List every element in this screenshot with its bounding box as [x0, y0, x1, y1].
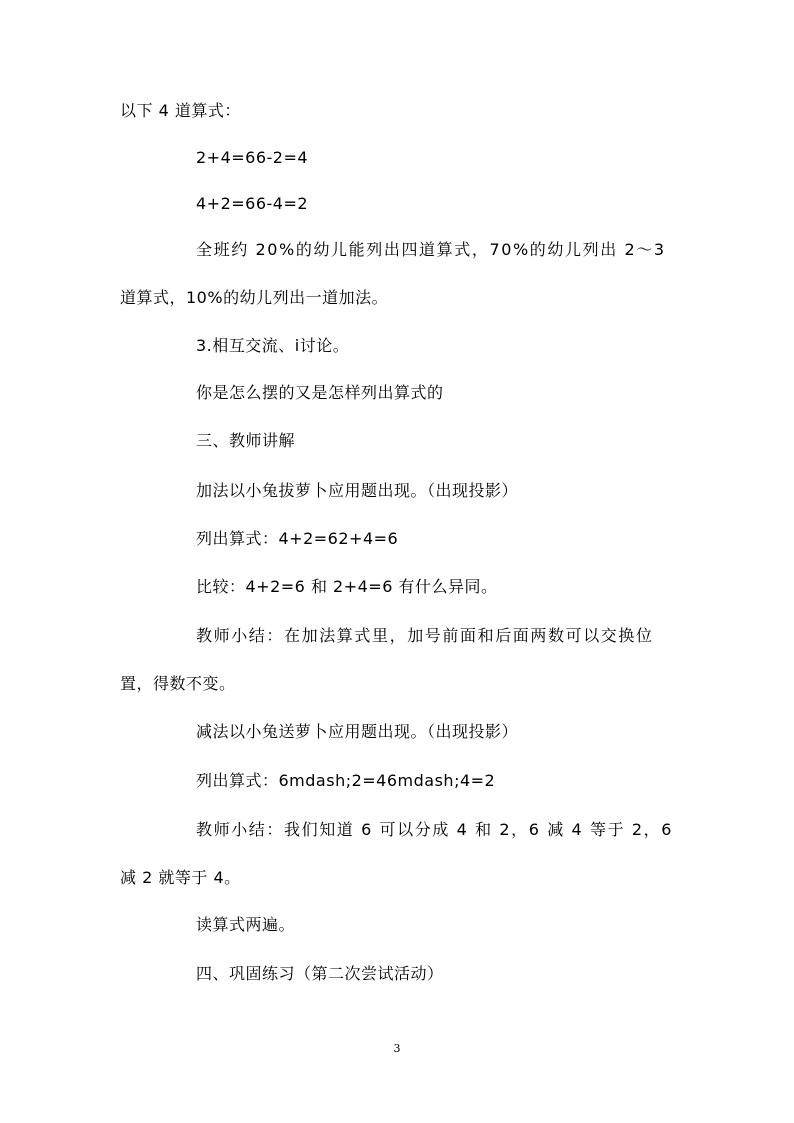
equation-line-1: 2+4=66-2=4	[196, 148, 309, 167]
section-heading-teacher-explanation: 三、教师讲解	[196, 431, 296, 450]
discussion-question: 你是怎么摆的又是怎样列出算式的	[196, 383, 444, 402]
subtraction-equations: 列出算式：6mdash;2=46mdash;4=2	[196, 771, 496, 790]
section-heading-practice: 四、巩固练习（第二次尝试活动）	[196, 964, 444, 983]
paragraph-stats-line-2: 道算式，10%的幼儿列出一道加法。	[120, 288, 389, 307]
comparison-line: 比较：4+2=6 和 2+4=6 有什么异同。	[196, 577, 498, 596]
addition-summary-line-1: 教师小结：在加法算式里，加号前面和后面两数可以交换位	[196, 626, 654, 645]
subtraction-summary-line-1: 教师小结：我们知道 6 可以分成 4 和 2，6 减 4 等于 2，6	[196, 820, 674, 839]
subtraction-summary-line-2: 减 2 就等于 4。	[120, 868, 241, 887]
step-discussion: 3.相互交流、i讨论。	[196, 336, 350, 355]
addition-equations: 列出算式：4+2=62+4=6	[196, 529, 399, 548]
text-line-intro: 以下 4 道算式：	[120, 101, 241, 120]
equation-line-2: 4+2=66-4=2	[196, 194, 309, 213]
subtraction-problem: 减法以小兔送萝卜应用题出现。（出现投影）	[196, 722, 519, 741]
paragraph-stats-line-1: 全班约 20%的幼儿能列出四道算式，70%的幼儿列出 2～3	[196, 240, 666, 259]
page-number: 3	[393, 1042, 401, 1055]
read-equations-line: 读算式两遍。	[196, 915, 296, 934]
addition-summary-line-2: 置，得数不变。	[120, 674, 236, 693]
addition-problem: 加法以小兔拔萝卜应用题出现。（出现投影）	[196, 481, 519, 500]
